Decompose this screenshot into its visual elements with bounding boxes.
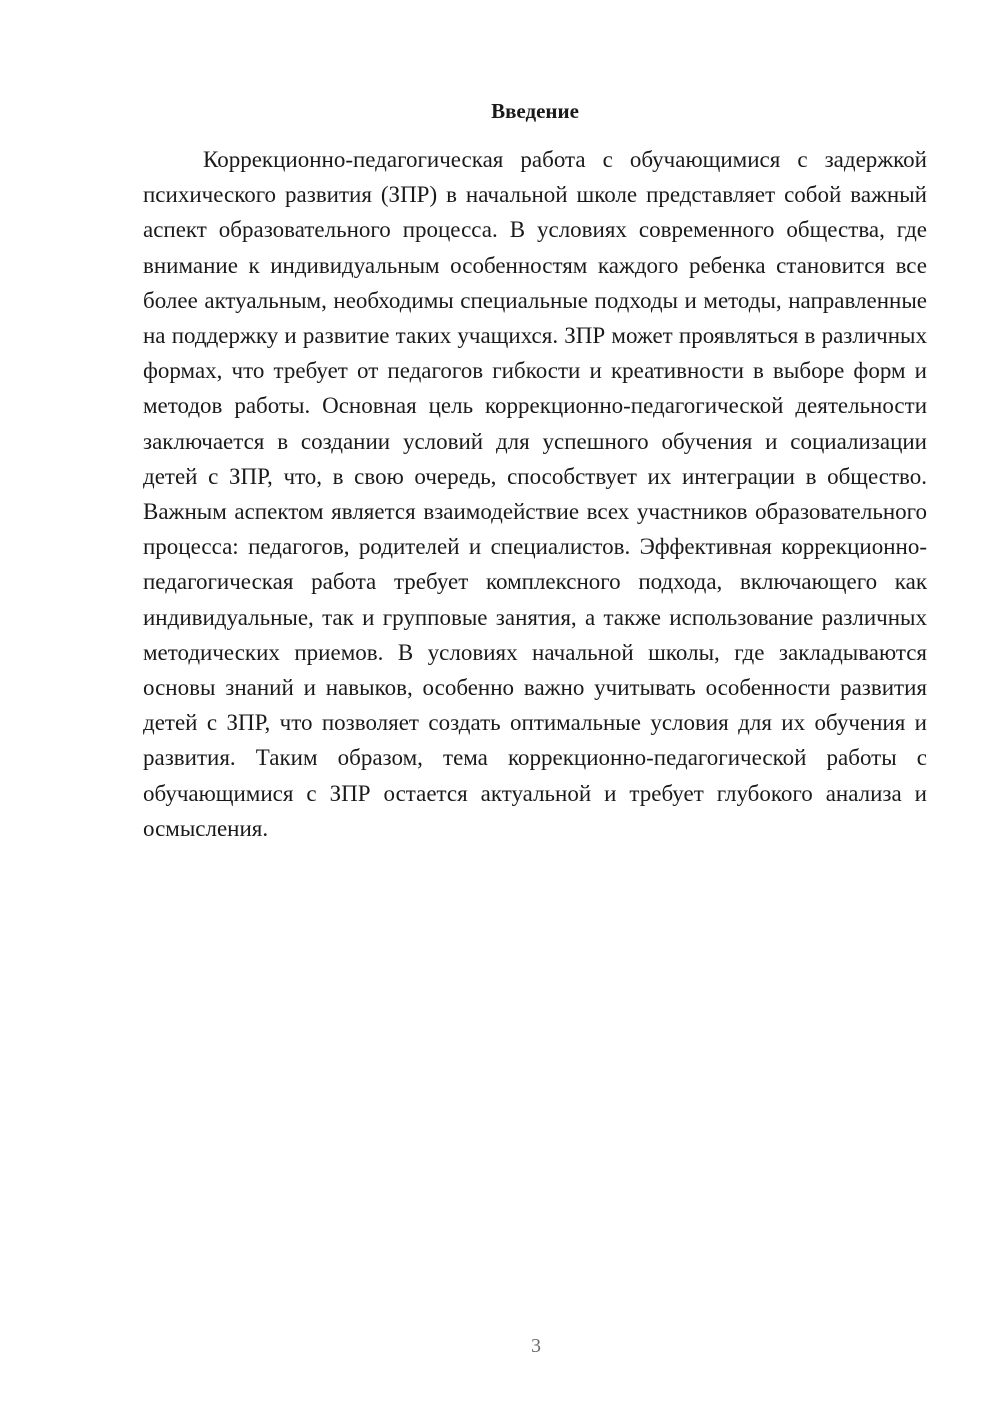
section-heading: Введение <box>491 99 579 123</box>
page-number: 3 <box>531 1335 541 1357</box>
body-paragraph: Коррекционно-педагогическая работа с обучающимися с задержкой психического развития (ЗПР) в начальной школе представляет собой важный аспект образовательного процесса. В условиях современного общества, где внимание к индивидуальным особенностям каждого ребенка становится все более актуальным, необходимы специальные подходы и методы, направленные на поддержку и развитие таких учащихся. ЗПР может проявляться в различных формах, что требует от педагогов гибкости и креативности в выборе форм и методов работы. Основная цель коррекционно-педагогической деятельности заключается в создании условий для успешного обучения и социализации детей с ЗПР, что, в свою очередь, способствует их интеграции в общество. Важным аспектом является взаимодействие всех участников образовательного процесса: педагогов, родителей и специалистов. Эффективная коррекционно-педагогическая работа требует комплексного подхода, включающего как индивидуальные, так и групповые занятия, а также использование различных методических приемов. В условиях начальной школы, где закладываются основы знаний и навыков, особенно важно учитывать особенности развития детей с ЗПР, что позволяет создать оптимальные условия для их обучения и развития. Таким образом, тема коррекционно-педагогической работы с обучающимися с ЗПР остается актуальной и требует глубокого анализа и осмысления. <box>143 147 927 841</box>
